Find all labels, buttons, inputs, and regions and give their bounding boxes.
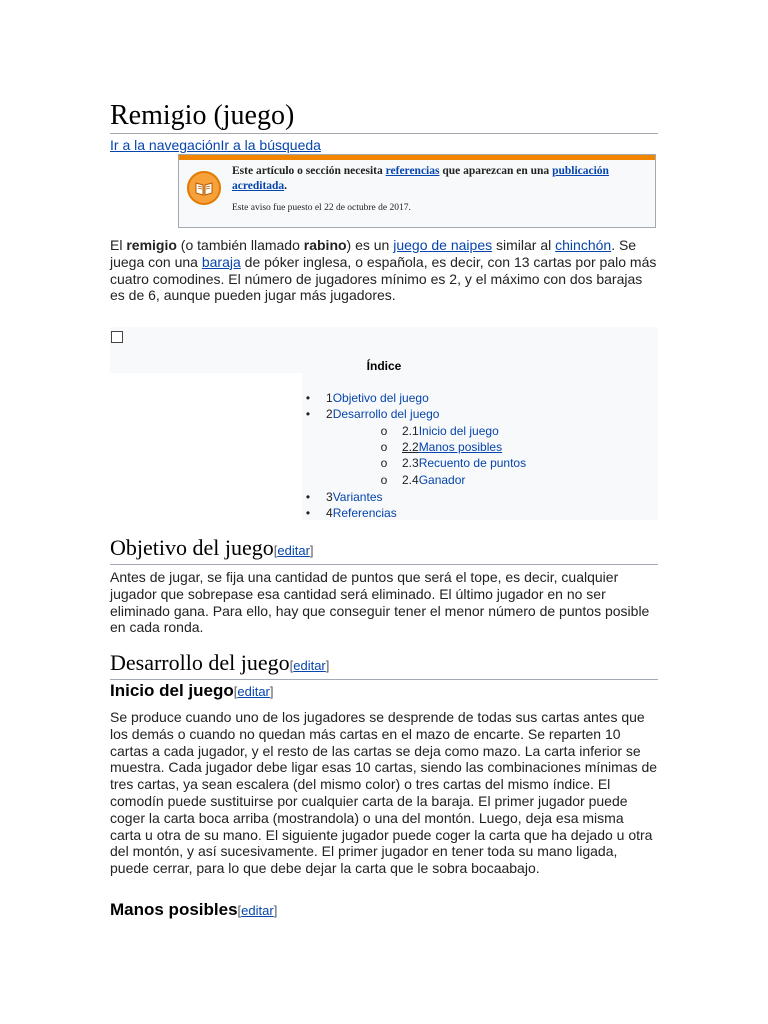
- chinchon-link[interactable]: chinchón: [555, 237, 612, 253]
- references-notice-box: [178, 154, 656, 228]
- subsection-heading-manos: Manos posibles[editar]: [110, 900, 278, 919]
- toc-item[interactable]: o 2.3Recuento de puntos: [380, 456, 527, 470]
- page-title: Remigio (juego): [110, 100, 658, 134]
- section-heading-desarrollo: Desarrollo del juego[editar]: [110, 650, 658, 680]
- toc-item[interactable]: • 4Referencias: [305, 506, 397, 520]
- jump-to-navigation-link[interactable]: Ir a la navegación: [110, 137, 221, 153]
- publicacion-acreditada-link[interactable]: publicación acreditada: [232, 165, 609, 192]
- book-icon: [187, 171, 221, 205]
- edit-link[interactable]: editar: [277, 543, 310, 558]
- edit-link[interactable]: editar: [293, 658, 326, 673]
- toc-item[interactable]: o 2.1Inicio del juego: [380, 424, 499, 438]
- toc-item[interactable]: • 1Objetivo del juego: [305, 391, 429, 405]
- intro-paragraph: El remigio (o también llamado rabino) es un juego de naipes similar al chinchón. Se juega con una baraja de póker inglesa, o española, es decir, con 13 cartas por palo más cuatro comodines. El número de jugadores mínimo es 2, y el máximo con dos barajas es de 6, aunque pueden jugar más jugadores.: [110, 237, 657, 304]
- section-heading-objetivo: Objetivo del juego[editar]: [110, 535, 658, 565]
- subsection-heading-inicio: Inicio del juego[editar]: [110, 681, 274, 700]
- edit-link[interactable]: editar: [237, 684, 270, 699]
- referencias-link[interactable]: referencias: [385, 165, 440, 177]
- notice-date: Este aviso fue puesto el 22 de octubre de 2017.: [232, 203, 411, 213]
- baraja-link[interactable]: baraja: [201, 253, 241, 270]
- table-of-contents: [110, 327, 658, 520]
- toc-item[interactable]: o 2.4Ganador: [380, 473, 466, 487]
- jump-to-search-link[interactable]: Ir a la búsqueda: [220, 137, 321, 153]
- notice-message: Este artículo o sección necesita referencias que aparezcan en una publicación acreditada.: [232, 165, 609, 192]
- edit-link[interactable]: editar: [241, 903, 274, 918]
- notice-top-bar: [179, 155, 655, 160]
- toc-item[interactable]: o 2.2Manos posibles: [380, 440, 503, 454]
- jump-links: [110, 137, 321, 153]
- toc-title: Índice: [366, 359, 402, 373]
- juego-de-naipes-link[interactable]: juego de naipes: [393, 237, 493, 253]
- toc-item[interactable]: • 3Variantes: [305, 490, 383, 504]
- objetivo-paragraph: Antes de jugar, se fija una cantidad de puntos que será el tope, es decir, cualquier jugador que sobrepase esa cantidad será eliminado. El último jugador en no ser eliminado gana. Para ello, hay que conseguir tener el menor número de puntos posible en cada ronda.: [110, 569, 650, 636]
- toc-toggle-checkbox[interactable]: [111, 331, 123, 343]
- toc-item[interactable]: • 2Desarrollo del juego: [305, 407, 440, 421]
- inicio-paragraph: Se produce cuando uno de los jugadores se desprende de todas sus cartas antes que los demás o cuando no quedan más cartas en el mazo de encarte. Se reparten 10 cartas a cada jugador, y el resto de las cartas se deja como mazo. La carta inferior se muestra. Cada jugador debe ligar esas 10 cartas, siendo las combinaciones mínimas de tres cartas, ya sean escalera (del mismo color) o tres cartas del mismo índice. El comodín puede sustituirse por cualquier carta de la baraja. El primer jugador puede coger la carta boca arriba (mostrandola) o una del montón. Luego, deja esa misma carta u otra de su mano. El siguiente jugador puede coger la carta que ha dejado u otra del montón, y así sucesivamente. El primer jugador en tener toda su mano ligada, puede cerrar, para lo que debe dejar la carta que le sobra bocaabajo.: [110, 709, 658, 877]
